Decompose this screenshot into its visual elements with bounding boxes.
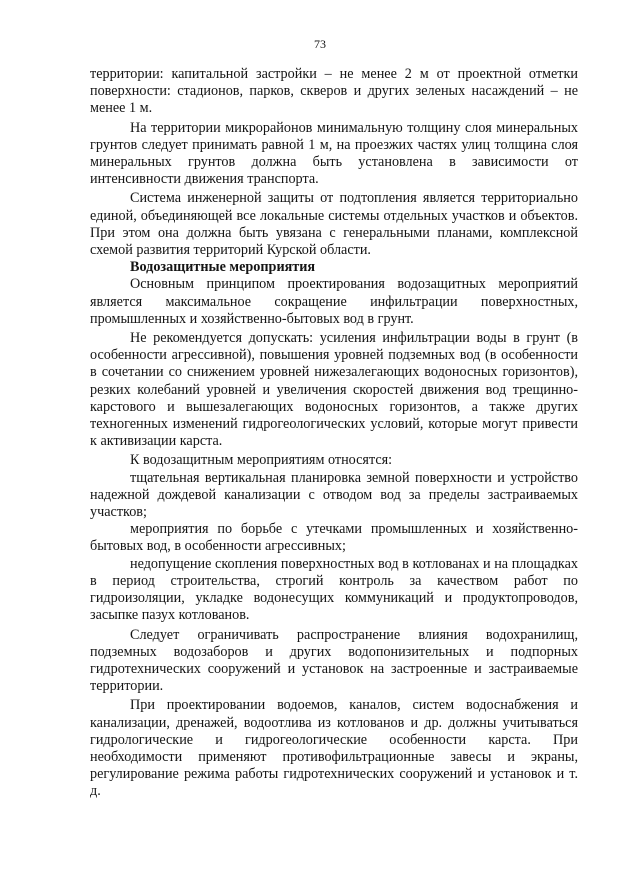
section-heading: Водозащитные мероприятия	[130, 259, 316, 276]
paragraph-6: К водозащитным мероприятиям относятся:	[130, 452, 393, 469]
list-item-2: мероприятия по борьбе с утечками промышленных и хозяйственно-бытовых вод, в особенности агрессивных;	[90, 521, 578, 555]
paragraph-7: Следует ограничивать распространение влияния водохранилищ, подземных водозаборов и других водопонизительных и подпорных гидротехнических сооружений и установок на застроенные и застраиваемые территории.	[90, 626, 578, 695]
paragraph-8: При проектировании водоемов, каналов, систем водоснабжения и канализации, дренажей, водоотлива из котлованов и др. должны учитываться гидрологические и гидрогеологические особенности карста. При необходимости применяют противофильтрационные завесы и экраны, регулирование режима работы гидротехнических сооружений и установок и т. д.	[90, 697, 578, 800]
paragraph-1: территории: капитальной застройки – не менее 2 м от проектной отметки поверхности: стадионов, парков, скверов и других зеленых насаждений – не менее 1 м.	[90, 66, 578, 117]
paragraph-3: Система инженерной защиты от подтопления является территориально единой, объединяющей все локальные системы отдельных участков и объектов. При этом она должна быть увязана с генеральными планами, комплексной схемой развития территорий Курской области.	[90, 190, 578, 259]
paragraph-4: Основным принципом проектирования водозащитных мероприятий является максимальное сокращение инфильтрации поверхностных, промышленных и хозяйственно-бытовых вод в грунт.	[90, 276, 578, 327]
page-number: 73	[314, 37, 326, 51]
page-body	[90, 66, 578, 801]
list-item-3: недопущение скопления поверхностных вод в котлованах и на площадках в период строительства, строгий контроль за качеством работ по гидроизоляции, укладке водонесущих коммуникаций и продуктопроводов, засыпке пазух котлованов.	[90, 555, 578, 624]
paragraph-2: На территории микрорайонов минимальную толщину слоя минеральных грунтов следует принимать равной 1 м, на проезжих частях улиц толщина слоя минеральных грунтов должна быть установлена в зависимости от интенсивности движения транспорта.	[90, 119, 578, 188]
list-item-1: тщательная вертикальная планировка земной поверхности и устройство надежной дождевой канализации с отводом вод за пределы застраиваемых участков;	[90, 469, 578, 521]
paragraph-5: Не рекомендуется допускать: усиления инфильтрации воды в грунт (в особенности агрессивной), повышения уровней подземных вод (в особенности в сочетании со снижением уровней нижезалегающих водоносных горизонтов), резких колебаний уровней и увеличения скоростей движения вод трещинно-карстового и вышезалегающих водоносных горизонтов, а также других техногенных изменений гидрогеологических условий, которые могут привести к активизации карста.	[90, 330, 578, 450]
